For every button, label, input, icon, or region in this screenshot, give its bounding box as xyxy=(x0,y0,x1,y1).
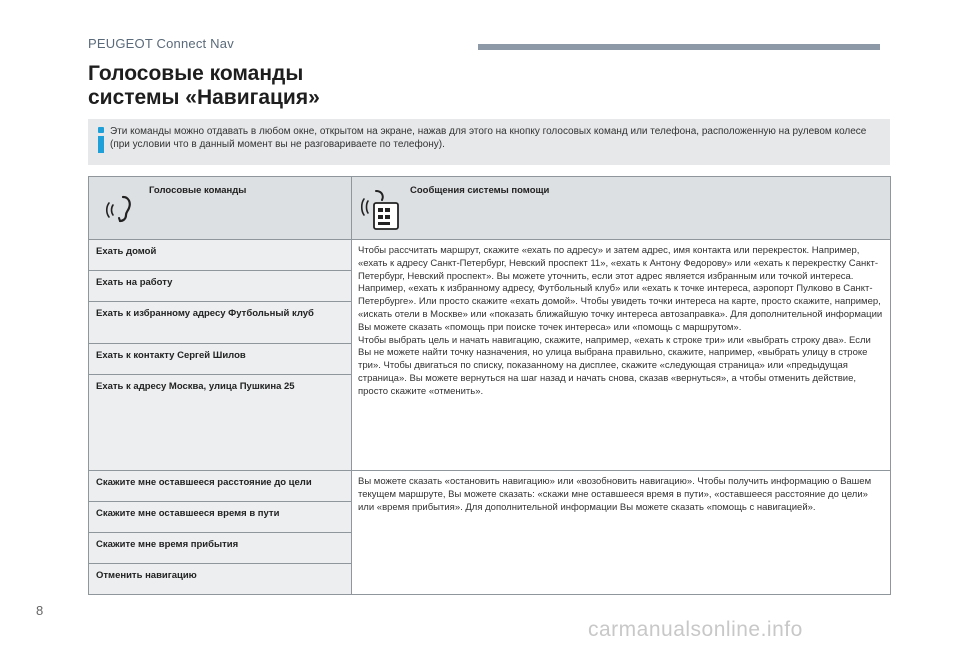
info-box xyxy=(88,119,890,165)
header-label-help: Сообщения системы помощи xyxy=(410,185,550,196)
header-cell-commands xyxy=(89,177,352,240)
command-cell: Скажите мне оставшееся время в пути xyxy=(89,502,352,533)
table-row xyxy=(89,471,891,502)
command-cell: Ехать на работу xyxy=(89,271,352,302)
command-cell: Скажите мне оставшееся расстояние до цели xyxy=(89,471,352,502)
table-row xyxy=(89,240,891,271)
voice-commands-table xyxy=(88,176,891,595)
command-cell: Ехать домой xyxy=(89,240,352,271)
command-cell: Ехать к адресу Москва, улица Пушкина 25 xyxy=(89,375,352,471)
info-text: Эти команды можно отдавать в любом окне, открытом на экране, нажав для этого на кнопку голосовых команд или телефона, расположенную на рулевом колесе (при условии что в данный момент вы не разговариваете по телефону). xyxy=(110,126,867,150)
description-paragraph: Чтобы выбрать цель и начать навигацию, скажите, например, «ехать к строке три» или «выбрать строку два». Если Вы не можете найти точку назначения, но улица выбрана правильно, скажите, например, «выбрать улицу в строке три». Чтобы двигаться по списку, показанному на дисплее, скажите «следующая страница» или «предыдущая страница». Вы можете вернуться на шаг назад и начать снова, сказав «вернуться», а чтобы отменить действие, просто скажите «отменить». xyxy=(358,334,871,397)
help-screen-icon xyxy=(358,187,402,233)
description-paragraph: Чтобы рассчитать маршрут, скажите «ехать по адресу» и затем адрес, имя контакта или перекресток. Например, «ехать к адресу Санкт-Петербург, Невский проспект 11», «ехать к Антону Федорову» или «ехать к перекрестку Санкт-Петербург, Невский проспект». Вы можете уточнить, если этот адрес является избранным или точкой интереса. Например, «ехать к избранному адресу, Футбольный клуб» или «ехать к точке интереса, аэропорт Пулково в Санкт-Петербурге». Или просто скажите «ехать домой». Чтобы увидеть точки интереса на карте, просто скажите, например, «искать отели в Москве» или «показать ближайшую точку интереса автозаправка». Для дополнительной информации Вы можете сказать «помощь при поиске точек интереса» или «помощь с маршрутом». xyxy=(358,245,883,333)
info-icon xyxy=(96,127,106,153)
page-number: 8 xyxy=(36,603,44,618)
header-bar xyxy=(478,44,880,50)
command-cell: Ехать к избранному адресу Футбольный клуб xyxy=(89,302,352,344)
watermark: carmanualsonline.info xyxy=(588,618,803,641)
page-title xyxy=(88,62,320,110)
description-cell-route-info: Вы можете сказать «остановить навигацию» или «возобновить навигацию». Чтобы получить информацию о Вашем текущем маршруте, Вы можете сказать: «скажи мне оставшееся время в пути», «оставшееся расстояние до цели» или «время прибытия». Для дополнительной информации Вы можете сказать «помощь с навигацией». xyxy=(352,471,891,595)
header-label-commands: Голосовые команды xyxy=(149,185,247,196)
command-cell: Скажите мне время прибытия xyxy=(89,533,352,564)
page-title-line1: Голосовые команды xyxy=(88,62,304,85)
description-cell-navigation xyxy=(352,240,891,471)
page-title-line2: системы «Навигация» xyxy=(88,86,320,109)
command-cell: Ехать к контакту Сергей Шилов xyxy=(89,344,352,375)
header-cell-help xyxy=(352,177,891,240)
table-header-row xyxy=(89,177,891,240)
command-cell: Отменить навигацию xyxy=(89,564,352,595)
voice-command-icon xyxy=(101,191,135,225)
manual-header-label: PEUGEOT Connect Nav xyxy=(88,36,234,51)
